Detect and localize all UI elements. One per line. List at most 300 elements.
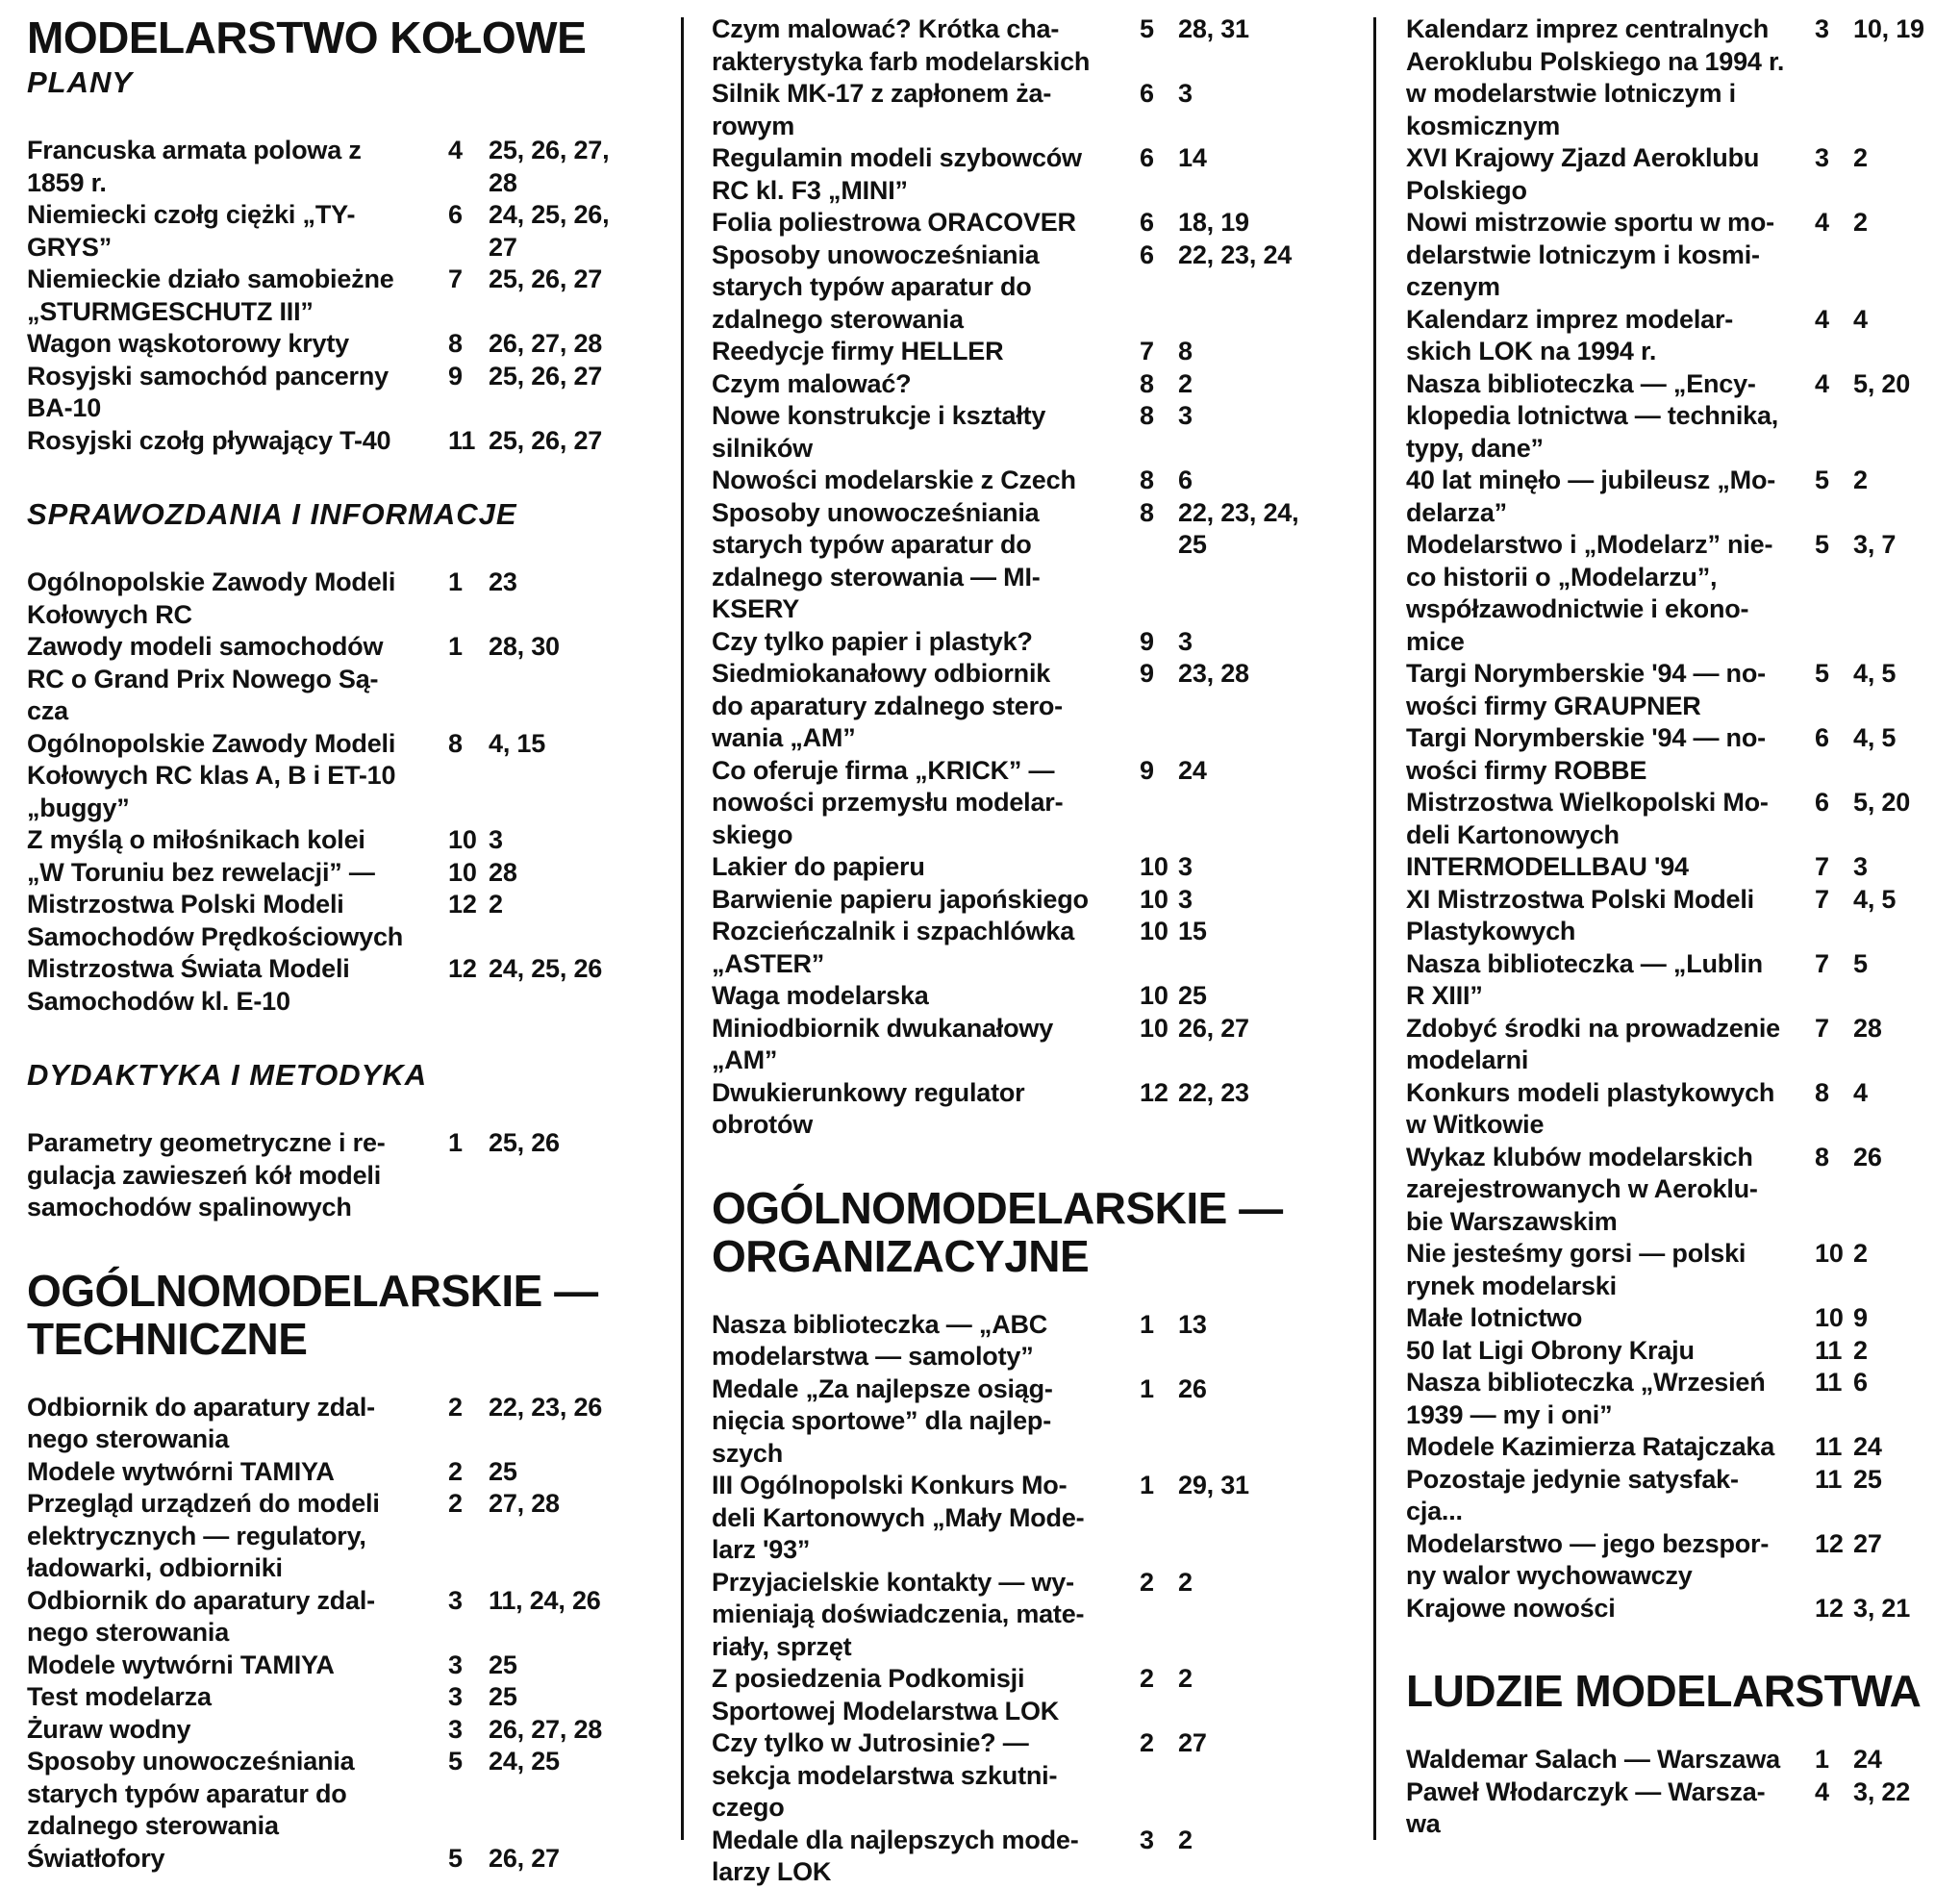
entry-issue: 4 <box>448 136 463 164</box>
entry-pages: 4, 15 <box>489 728 546 758</box>
index-column-2 <box>712 13 1346 1889</box>
index-entry <box>1406 1077 1954 1142</box>
index-entry <box>1406 1744 1954 1776</box>
index-entry <box>1406 948 1954 1013</box>
entry-pages: 3, 22 <box>1853 1776 1911 1806</box>
index-entry <box>27 1127 652 1224</box>
index-section <box>27 457 652 1018</box>
entry-title: Rosyjski samochód pancerny BA-10 <box>27 361 389 422</box>
entry-title: Nasza biblioteczka — „ABC modelarstwa — samoloty” <box>712 1309 1048 1371</box>
entry-issue: 7 <box>1815 1013 1829 1043</box>
entry-title: Pozostaje jedynie satysfak- cja... <box>1406 1464 1739 1525</box>
index-entry <box>712 1727 1346 1825</box>
entry-pages: 2 <box>1178 1825 1193 1854</box>
entry-title: XI Mistrzostwa Polski Modeli Plastykowych <box>1406 884 1754 945</box>
index-entry <box>1406 368 1954 466</box>
column-divider <box>1373 17 1376 1840</box>
entry-issue: 2 <box>448 1392 463 1422</box>
index-entry <box>1406 658 1954 722</box>
index-entry <box>1406 1238 1954 1302</box>
entry-issue: 1 <box>1140 1373 1154 1403</box>
entry-pages: 26, 27, 28 <box>489 329 603 358</box>
index-section <box>712 1142 1346 1889</box>
entry-title: Sposoby unowocześniania starych typów aparatur do zdalnego sterowania <box>27 1747 355 1840</box>
entry-issue: 12 <box>448 954 477 983</box>
entry-title: Zawody modeli samochodów RC o Grand Prix Nowego Są- cza <box>27 632 384 725</box>
index-entry <box>27 824 652 857</box>
index-entry <box>1406 529 1954 658</box>
entry-pages: 28 <box>489 857 517 887</box>
entry-pages: 25 <box>489 1682 517 1711</box>
entry-issue: 3 <box>448 1682 463 1711</box>
entry-title: Targi Norymberskie '94 — no- wości firmy GRAUPNER <box>1406 659 1766 720</box>
index-entry <box>1406 207 1954 304</box>
section-spacer <box>1406 1625 1954 1667</box>
entry-pages: 25 <box>489 1650 517 1679</box>
entry-pages: 26, 27, 28 <box>489 1714 603 1744</box>
entry-pages: 29, 31 <box>1178 1471 1249 1499</box>
entry-title: Co oferuje firma „KRICK” — nowości przemysłu modelar- skiego <box>712 755 1064 849</box>
index-section <box>712 13 1346 1142</box>
index-entry <box>712 1470 1346 1567</box>
index-entry <box>27 1843 652 1876</box>
entry-issue: 10 <box>1815 1239 1844 1268</box>
entry-pages: 26 <box>1853 1142 1882 1171</box>
index-entry <box>27 631 652 728</box>
entry-title: Czy tylko papier i plastyk? <box>712 626 1033 656</box>
entry-pages: 24, 25, 26, 27 <box>489 200 610 262</box>
entry-pages: 28, 31 <box>1178 14 1249 43</box>
index-entry <box>1406 722 1954 787</box>
index-entry <box>27 1456 652 1489</box>
index-entry <box>1406 304 1954 368</box>
index-entry <box>27 264 652 328</box>
entry-issue: 8 <box>1140 466 1154 494</box>
entry-title: Regulamin modeli szybowców RC kl. F3 „MINI” <box>712 143 1082 205</box>
index-entry <box>712 142 1346 207</box>
index-entry <box>27 1392 652 1456</box>
index-entry <box>1406 1593 1954 1625</box>
entry-issue: 1 <box>448 567 463 596</box>
entry-title: Nowe konstrukcje i kształty silników <box>712 401 1046 463</box>
entry-pages: 3 <box>1178 79 1193 108</box>
index-entry <box>27 953 652 1018</box>
entry-pages: 4 <box>1853 1077 1868 1107</box>
entry-issue: 1 <box>1815 1745 1829 1774</box>
entry-issue: 10 <box>1140 917 1168 945</box>
entry-issue: 1 <box>1140 1309 1154 1339</box>
index-entry <box>712 465 1346 497</box>
index-entry <box>27 1650 652 1682</box>
entry-pages: 8 <box>1178 337 1193 365</box>
index-entry <box>1406 1367 1954 1431</box>
index-entry <box>712 400 1346 465</box>
entry-issue: 2 <box>448 1456 463 1486</box>
entry-issue: 11 <box>1815 1335 1843 1365</box>
index-entry <box>1406 1335 1954 1368</box>
entry-title: Z myślą o miłośnikach kolei <box>27 825 365 854</box>
entry-title: Waga modelarska <box>712 981 929 1010</box>
entry-issue: 7 <box>1815 852 1829 881</box>
index-entry <box>27 1585 652 1650</box>
index-entry <box>712 1825 1346 1889</box>
index-entry <box>712 497 1346 626</box>
entry-issue: 7 <box>1815 948 1829 978</box>
index-entry <box>712 980 1346 1013</box>
entry-pages: 22, 23, 24 <box>1178 239 1293 269</box>
index-entry <box>712 626 1346 659</box>
entry-issue: 5 <box>448 1747 463 1776</box>
entry-pages: 6 <box>1178 466 1193 494</box>
entry-issue: 9 <box>448 361 463 390</box>
entry-issue: 11 <box>448 425 476 455</box>
entry-list <box>1406 1744 1954 1841</box>
entry-title: Światłofory <box>27 1843 165 1873</box>
entry-pages: 25, 26, 27, 28 <box>489 136 610 197</box>
entry-title: Nasza biblioteczka „Wrzesień 1939 — my i oni” <box>1406 1368 1766 1429</box>
entry-title: Siedmiokanałowy odbiornik do aparatury zdalnego stero- wania „AM” <box>712 659 1063 752</box>
entry-title: Modele Kazimierza Ratajczaka <box>1406 1432 1775 1461</box>
entry-pages: 25 <box>1178 981 1207 1010</box>
entry-list <box>712 13 1346 1142</box>
entry-title: Mistrzostwa Polski Modeli Samochodów Prędkościowych <box>27 890 404 951</box>
entry-pages: 25, 26 <box>489 1128 560 1157</box>
entry-title: Ogólnopolskie Zawody Modeli Kołowych RC klas A, B i ET-10 „buggy” <box>27 728 396 822</box>
entry-issue: 12 <box>448 890 477 919</box>
entry-pages: 2 <box>1178 368 1193 398</box>
entry-title: Nasza biblioteczka — „Ency- klopedia lotnictwa — technika, typy, dane” <box>1406 368 1779 463</box>
entry-pages: 3 <box>1178 884 1193 914</box>
entry-pages: 3 <box>489 825 503 854</box>
entry-pages: 25, 26, 27 <box>489 361 603 390</box>
entry-title: Czym malować? <box>712 368 912 398</box>
entry-issue: 7 <box>1140 337 1154 365</box>
entry-title: Odbiornik do aparatury zdal- nego sterowania <box>27 1585 375 1647</box>
entry-issue: 7 <box>1815 884 1829 914</box>
entry-issue: 1 <box>448 632 463 661</box>
entry-title: Nowości modelarskie z Czech <box>712 466 1076 494</box>
entry-pages: 2 <box>1853 208 1868 237</box>
entry-pages: 5, 20 <box>1853 788 1911 817</box>
index-column-3 <box>1406 13 1954 1841</box>
index-entry <box>27 199 652 264</box>
entry-issue: 8 <box>1140 401 1154 430</box>
entry-pages: 24, 25 <box>489 1747 560 1776</box>
entry-pages: 4, 5 <box>1853 659 1897 688</box>
section-title: OGÓLNOMODELARSKIE — ORGANIZACYJNE <box>712 1182 1283 1281</box>
entry-list <box>27 1127 652 1224</box>
index-entry <box>712 13 1346 78</box>
entry-title: Sposoby unowocześniania starych typów aparatur do zdalnego sterowania <box>712 239 1040 334</box>
index-entry <box>1406 1013 1954 1077</box>
section-subtitle: PLANY <box>27 65 134 99</box>
entry-issue: 6 <box>1815 788 1829 817</box>
entry-pages: 2 <box>1178 1664 1193 1693</box>
entry-title: Folia poliestrowa ORACOVER <box>712 208 1076 237</box>
index-entry <box>27 425 652 458</box>
entry-issue: 8 <box>1140 368 1154 398</box>
entry-title: Modelarstwo i „Modelarz” nie- co historii o „Modelarzu”, współzawodnictwie i ekono- mice <box>1406 530 1773 656</box>
entry-issue: 11 <box>1815 1368 1843 1397</box>
section-title: OGÓLNOMODELARSKIE — TECHNICZNE <box>27 1265 598 1364</box>
entry-issue: 10 <box>1815 1303 1844 1332</box>
entry-title: Niemieckie działo samobieżne „STURMGESCHUTZ III” <box>27 264 394 326</box>
entry-title: Mistrzostwa Świata Modeli Samochodów kl. E-10 <box>27 954 350 1016</box>
index-entry <box>1406 1528 1954 1593</box>
entry-pages: 3 <box>1178 401 1193 430</box>
entry-title: „W Toruniu bez rewelacji” — <box>27 857 375 887</box>
entry-title: Nie jesteśmy gorsi — polski rynek modelarski <box>1406 1239 1746 1300</box>
entry-title: Kalendarz imprez centralnych Aeroklubu Polskiego na 1994 r. w modelarstwie lotniczym i kosmicznym <box>1406 14 1785 140</box>
index-entry <box>27 857 652 890</box>
entry-pages: 28, 30 <box>489 632 560 661</box>
index-entry <box>27 728 652 825</box>
entry-title: INTERMODELLBAU '94 <box>1406 852 1689 881</box>
entry-issue: 6 <box>1140 79 1154 108</box>
index-entry <box>1406 1464 1954 1528</box>
entry-title: Odbiornik do aparatury zdal- nego sterowania <box>27 1392 375 1453</box>
index-section <box>1406 1625 1954 1841</box>
index-section <box>27 1018 652 1224</box>
entry-issue: 9 <box>1140 755 1154 785</box>
entry-issue: 6 <box>1140 208 1154 237</box>
entry-list <box>27 135 652 457</box>
entry-issue: 2 <box>1140 1567 1154 1597</box>
entry-list <box>712 1309 1346 1889</box>
entry-pages: 15 <box>1178 917 1207 945</box>
entry-issue: 2 <box>1140 1664 1154 1693</box>
entry-pages: 22, 23 <box>1178 1077 1249 1107</box>
entry-title: Modele wytwórni TAMIYA <box>27 1456 335 1486</box>
index-entry <box>712 1567 1346 1664</box>
entry-issue: 10 <box>1140 981 1168 1010</box>
index-entry <box>1406 851 1954 884</box>
section-spacer <box>712 1142 1346 1184</box>
entry-issue: 10 <box>1140 884 1168 914</box>
entry-pages: 2 <box>1853 466 1868 494</box>
column-divider <box>681 17 684 1840</box>
entry-pages: 3 <box>1178 852 1193 881</box>
entry-issue: 8 <box>1815 1077 1829 1107</box>
section-subtitle: SPRAWOZDANIA I INFORMACJE <box>27 497 517 531</box>
index-entry <box>1406 465 1954 529</box>
entry-issue: 5 <box>1815 530 1829 559</box>
entry-issue: 9 <box>1140 659 1154 688</box>
entry-pages: 6 <box>1853 1368 1868 1397</box>
index-entry <box>1406 1302 1954 1335</box>
entry-issue: 4 <box>1815 368 1829 398</box>
entry-issue: 3 <box>448 1585 463 1615</box>
index-entry <box>27 889 652 953</box>
entry-pages: 26 <box>1178 1373 1207 1403</box>
entry-issue: 5 <box>1815 466 1829 494</box>
entry-pages: 2 <box>1853 143 1868 172</box>
entry-pages: 10, 19 <box>1853 14 1924 43</box>
index-entry <box>27 1746 652 1843</box>
entry-issue: 8 <box>1140 497 1154 527</box>
entry-title: Parametry geometryczne i re- gulacja zawieszeń kół modeli samochodów spalinowych <box>27 1128 386 1222</box>
entry-title: Ogólnopolskie Zawody Modeli Kołowych RC <box>27 567 396 629</box>
index-entry <box>1406 1431 1954 1464</box>
index-entry <box>712 658 1346 755</box>
entry-pages: 25 <box>489 1456 517 1486</box>
entry-pages: 13 <box>1178 1309 1207 1339</box>
entry-issue: 4 <box>1815 1776 1829 1806</box>
entry-issue: 2 <box>448 1489 463 1518</box>
entry-list <box>27 1392 652 1876</box>
entry-title: Nasza biblioteczka — „Lublin R XIII” <box>1406 948 1763 1010</box>
index-section <box>27 13 652 457</box>
entry-pages: 26, 27 <box>1178 1013 1249 1043</box>
index-section <box>1406 13 1954 1625</box>
section-spacer <box>27 457 652 495</box>
index-entry <box>712 851 1346 884</box>
entry-pages: 2 <box>1178 1567 1193 1597</box>
entry-title: Medale dla najlepszych mode- larzy LOK <box>712 1825 1079 1886</box>
entry-pages: 5 <box>1853 948 1868 978</box>
entry-title: III Ogólnopolski Konkurs Mo- deli Kartonowych „Mały Mode- larz '93” <box>712 1471 1085 1564</box>
entry-title: Niemiecki czołg ciężki „TY- GRYS” <box>27 200 356 262</box>
entry-title: Francuska armata polowa z 1859 r. <box>27 136 362 197</box>
index-entry <box>712 1373 1346 1471</box>
entry-list <box>27 567 652 1018</box>
entry-issue: 9 <box>1140 626 1154 656</box>
index-entry <box>1406 1142 1954 1239</box>
entry-pages: 22, 23, 26 <box>489 1392 603 1422</box>
entry-title: Rosyjski czołg pływający T-40 <box>27 425 391 455</box>
entry-pages: 18, 19 <box>1178 208 1249 237</box>
index-entry <box>712 78 1346 142</box>
section-spacer <box>27 1224 652 1267</box>
entry-pages: 24 <box>1853 1432 1882 1461</box>
entry-pages: 27, 28 <box>489 1489 560 1518</box>
index-entry <box>712 1077 1346 1142</box>
entry-issue: 11 <box>1815 1464 1843 1494</box>
index-entry <box>712 1013 1346 1077</box>
entry-pages: 9 <box>1853 1303 1868 1332</box>
entry-title: Waldemar Salach — Warszawa <box>1406 1745 1780 1774</box>
entry-title: Czy tylko w Jutrosinie? — sekcja modelarstwa szkutni- czego <box>712 1728 1058 1822</box>
section-title: MODELARSTWO KOŁOWE <box>27 13 587 63</box>
entry-pages: 23 <box>489 567 517 596</box>
entry-title: Kalendarz imprez modelar- skich LOK na 1994 r. <box>1406 304 1734 365</box>
index-entry <box>712 916 1346 980</box>
entry-issue: 1 <box>1140 1471 1154 1499</box>
entry-title: Nowi mistrzowie sportu w mo- delarstwie lotniczym i kosmi- czenym <box>1406 208 1774 301</box>
index-entry <box>27 1488 652 1585</box>
entry-title: Przegląd urządzeń do modeli elektrycznych — regulatory, ładowarki, odbiorniki <box>27 1489 380 1582</box>
index-entry <box>1406 884 1954 948</box>
index-entry <box>27 567 652 631</box>
entry-title: Miniodbiornik dwukanałowy „AM” <box>712 1013 1054 1074</box>
entry-pages: 27 <box>1178 1728 1207 1757</box>
entry-pages: 4, 5 <box>1853 723 1897 752</box>
entry-pages: 3, 7 <box>1853 530 1897 559</box>
entry-issue: 6 <box>1140 143 1154 172</box>
entry-pages: 2 <box>489 890 503 919</box>
entry-title: Krajowe nowości <box>1406 1593 1616 1623</box>
entry-issue: 10 <box>1140 1013 1168 1043</box>
entry-title: Modele wytwórni TAMIYA <box>27 1650 335 1679</box>
index-entry <box>712 368 1346 401</box>
entry-pages: 14 <box>1178 143 1207 172</box>
entry-issue: 3 <box>448 1714 463 1744</box>
index-entry <box>712 1663 1346 1727</box>
entry-pages: 27 <box>1853 1528 1882 1558</box>
section-spacer <box>27 1018 652 1056</box>
entry-title: Małe lotnictwo <box>1406 1303 1583 1332</box>
entry-title: 40 lat minęło — jubileusz „Mo- delarza” <box>1406 466 1776 527</box>
entry-title: Wagon wąskotorowy kryty <box>27 329 349 358</box>
entry-issue: 3 <box>448 1650 463 1679</box>
entry-title: Paweł Włodarczyk — Warsza- wa <box>1406 1776 1766 1838</box>
entry-title: Wykaz klubów modelarskich zarejestrowanych w Aeroklu- bie Warszawskim <box>1406 1142 1758 1236</box>
entry-pages: 26, 27 <box>489 1843 560 1873</box>
index-entry <box>27 135 652 199</box>
entry-title: Mistrzostwa Wielkopolski Mo- deli Kartonowych <box>1406 788 1769 849</box>
index-entry <box>1406 13 1954 142</box>
entry-issue: 11 <box>1815 1432 1843 1461</box>
entry-title: Zdobyć środki na prowadzenie modelarni <box>1406 1013 1780 1074</box>
index-entry <box>712 884 1346 917</box>
entry-pages: 4, 5 <box>1853 884 1897 914</box>
entry-issue: 3 <box>1815 143 1829 172</box>
entry-title: Z posiedzenia Podkomisji Sportowej Modelarstwa LOK <box>712 1664 1060 1725</box>
entry-pages: 22, 23, 24, 25 <box>1178 497 1299 559</box>
entry-pages: 2 <box>1853 1335 1868 1365</box>
entry-pages: 3, 21 <box>1853 1593 1911 1623</box>
entry-issue: 3 <box>1815 14 1829 43</box>
entry-title: Reedycje firmy HELLER <box>712 337 1004 365</box>
entry-issue: 5 <box>448 1843 463 1873</box>
entry-issue: 5 <box>1815 659 1829 688</box>
entry-issue: 1 <box>448 1128 463 1157</box>
entry-pages: 4 <box>1853 304 1868 334</box>
section-title: LUDZIE MODELARSTWA <box>1406 1666 1922 1716</box>
entry-issue: 6 <box>448 200 463 229</box>
entry-issue: 4 <box>1815 304 1829 334</box>
entry-pages: 25, 26, 27 <box>489 425 603 455</box>
entry-pages: 5, 20 <box>1853 368 1911 398</box>
index-entry <box>712 239 1346 337</box>
entry-title: Modelarstwo — jego bezspor- ny walor wychowawczy <box>1406 1528 1770 1590</box>
entry-pages: 28 <box>1853 1013 1882 1043</box>
entry-pages: 24 <box>1853 1745 1882 1774</box>
entry-issue: 5 <box>1140 14 1154 43</box>
section-subtitle: DYDAKTYKA I METODYKA <box>27 1058 428 1092</box>
index-entry <box>1406 787 1954 851</box>
index-entry <box>27 1714 652 1747</box>
index-entry <box>27 1681 652 1714</box>
entry-issue: 2 <box>1140 1728 1154 1757</box>
index-entry <box>712 755 1346 852</box>
entry-issue: 12 <box>1140 1077 1168 1107</box>
entry-title: Przyjacielskie kontakty — wy- mieniają doświadczenia, mate- riały, sprzęt <box>712 1567 1085 1661</box>
entry-title: XVI Krajowy Zjazd Aeroklubu Polskiego <box>1406 143 1760 205</box>
entry-title: 50 lat Ligi Obrony Kraju <box>1406 1335 1695 1365</box>
entry-issue: 10 <box>1140 852 1168 881</box>
entry-issue: 8 <box>1815 1142 1829 1171</box>
entry-title: Silnik MK-17 z zapłonem ża- rowym <box>712 79 1052 140</box>
index-entry <box>712 336 1346 368</box>
entry-pages: 24 <box>1178 755 1207 785</box>
entry-pages: 25 <box>1853 1464 1882 1494</box>
entry-title: Dwukierunkowy regulator obrotów <box>712 1077 1025 1139</box>
index-entry <box>27 361 652 425</box>
index-entry <box>712 1309 1346 1373</box>
entry-title: Żuraw wodny <box>27 1714 191 1744</box>
entry-issue: 6 <box>1815 723 1829 752</box>
